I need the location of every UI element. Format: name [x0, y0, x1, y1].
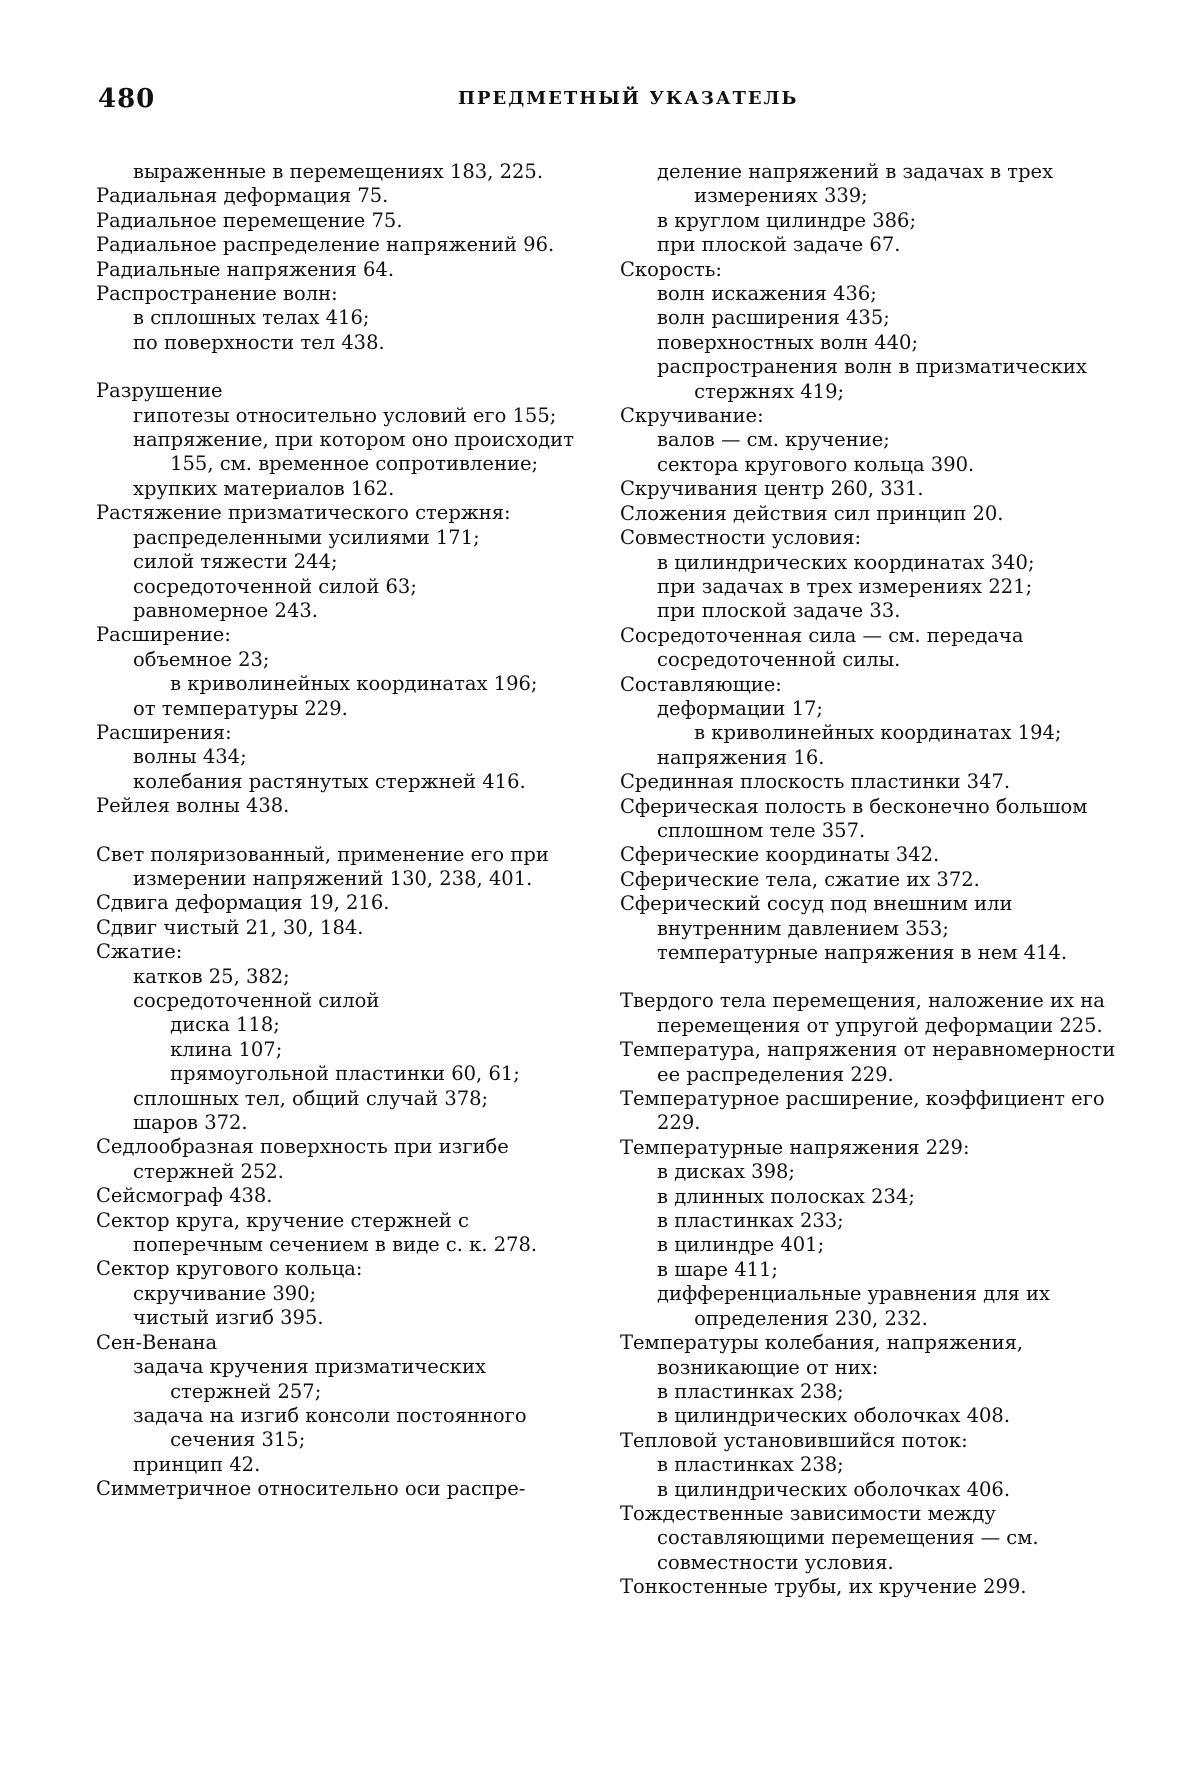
index-entry: Совместности условия:	[620, 526, 862, 550]
index-subentry: напряжение, при котором оно происходит 155, см. временное сопротивление;	[133, 428, 574, 476]
index-entry: Сдвиг чистый 21, 30, 184.	[96, 915, 364, 939]
index-subentry: равномерное 243.	[133, 598, 318, 622]
index-entry: Разрушение	[96, 379, 223, 403]
index-subentry: задача кручения призматических стержней 257;	[133, 1355, 486, 1403]
index-subentry: от температуры 229.	[133, 696, 348, 720]
index-subentry: хрупких материалов 162.	[133, 476, 395, 500]
index-entry: Расширения:	[96, 720, 232, 744]
index-subentry: сектора кругового кольца 390.	[657, 452, 975, 476]
index-subentry: прямоугольной пластинки 60, 61;	[170, 1062, 520, 1086]
page-header	[98, 84, 1108, 124]
index-entry: Температуры колебания, напряжения, возникающие от них:	[620, 1331, 1024, 1379]
index-entry: Радиальное перемещение 75.	[96, 208, 403, 232]
running-title: ПРЕДМЕТНЫЙ УКАЗАТЕЛЬ	[458, 88, 799, 109]
index-entry: Сектор круга, кручение стержней с поперечным сечением в виде с. к. 278.	[96, 1208, 538, 1257]
index-entry: Сферическая полость в бесконечно большом сплошном теле 357.	[620, 794, 1088, 842]
index-subentry: сосредоточенной силой 63;	[133, 574, 417, 598]
entry-gap	[620, 965, 1120, 989]
index-subentry: задача на изгиб консоли постоянного сечения 315;	[133, 1403, 527, 1452]
index-entry: Сложения действия сил принцип 20.	[620, 501, 1004, 525]
index-subentry: шаров 372.	[133, 1111, 248, 1135]
index-subentry: объемное 23;	[133, 647, 270, 671]
index-entry: Скручивание:	[620, 404, 764, 428]
index-entry: Радиальное распределение напряжений 96.	[96, 233, 555, 257]
index-subentry: катков 25, 382;	[133, 964, 290, 988]
index-entry: Тождественные зависимости между составляющими перемещения — см. совместности условия.	[620, 1501, 1039, 1574]
index-entry: Свет поляризованный, применение его при измерении напряжений 130, 238, 401.	[96, 842, 549, 890]
index-subentry: в цилиндре 401;	[657, 1233, 825, 1257]
index-subentry: в криволинейных координатах 196;	[170, 672, 538, 696]
index-subentry: волны 434;	[133, 745, 247, 769]
index-entry: Температурное расширение, коэффициент его 229.	[620, 1087, 1105, 1135]
index-subentry: клина 107;	[170, 1037, 283, 1061]
index-subentry: в пластинках 238;	[657, 1453, 844, 1477]
index-entry: Сектор кругового кольца:	[96, 1257, 363, 1281]
index-subentry: валов — см. кручение;	[657, 428, 890, 452]
index-subentry: колебания растянутых стержней 416.	[133, 769, 526, 793]
index-entry: Распространение волн:	[96, 282, 338, 306]
index-subentry: в пластинках 233;	[657, 1209, 844, 1233]
index-entry: Тепловой установившийся поток:	[620, 1428, 968, 1452]
index-subentry: распространения волн в призматических стержнях 419;	[657, 355, 1087, 403]
index-subentry: диска 118;	[170, 1013, 280, 1037]
index-subentry: волн расширения 435;	[657, 306, 890, 330]
index-entry: Скручивания центр 260, 331.	[620, 477, 924, 501]
index-subentry: дифференциальные уравнения для их определения 230, 232.	[657, 1282, 1051, 1330]
index-subentry: сосредоточенной силой	[133, 989, 380, 1012]
index-column-right	[620, 160, 1120, 1600]
index-entry: Сен-Венана	[96, 1330, 218, 1354]
index-subentry: в пластинках 238;	[657, 1379, 844, 1403]
index-subentry: в криволинейных координатах 194;	[694, 721, 1062, 745]
index-subentry: в сплошных телах 416;	[133, 306, 370, 330]
index-subentry: принцип 42.	[133, 1452, 261, 1476]
entry-gap	[96, 355, 586, 379]
index-entry: Сейсмограф 438.	[96, 1184, 273, 1208]
index-subentry: температурные напряжения в нем 414.	[657, 941, 1068, 964]
index-subentry: поверхностных волн 440;	[657, 330, 919, 354]
index-subentry: волн искажения 436;	[657, 282, 877, 306]
index-subentry: в цилиндрических оболочках 408.	[657, 1404, 1011, 1428]
index-subentry: напряжения 16.	[657, 745, 825, 769]
index-entry: Скорость:	[620, 257, 722, 281]
index-entry: Сосредоточенная сила — см. передача сосредоточенной силы.	[620, 623, 1024, 672]
index-entry: Симметричное относительно оси распре-	[96, 1477, 526, 1501]
index-subentry: при задачах в трех измерениях 221;	[657, 574, 1033, 598]
index-entry: Сферические координаты 342.	[620, 843, 940, 867]
index-column-left	[96, 160, 586, 1502]
index-entry: Температурные напряжения 229:	[620, 1135, 970, 1159]
index-entry: Срединная плоскость пластинки 347.	[620, 770, 1011, 794]
index-entry: Тонкостенные трубы, их кручение 299.	[620, 1575, 1027, 1599]
index-subentry: выраженные в перемещениях 183, 225.	[133, 160, 544, 183]
index-entry: Радиальные напряжения 64.	[96, 257, 395, 281]
index-entry: Температура, напряжения от неравномерности ее распределения 229.	[620, 1038, 1116, 1086]
index-subentry: по поверхности тел 438.	[133, 330, 385, 354]
index-subentry: при плоской задаче 33.	[657, 599, 901, 623]
index-entry: Седлообразная поверхность при изгибе стержней 252.	[96, 1135, 509, 1183]
index-subentry: в дисках 398;	[657, 1160, 795, 1184]
index-subentry: сплошных тел, общий случай 378;	[133, 1086, 489, 1110]
index-subentry: при плоской задаче 67.	[657, 233, 901, 257]
index-entry: Твердого тела перемещения, наложение их на перемещения от упругой деформации 225.	[620, 989, 1105, 1037]
index-subentry: гипотезы относительно условий его 155;	[133, 403, 557, 427]
index-entry: Радиальная деформация 75.	[96, 184, 389, 208]
index-subentry: в шаре 411;	[657, 1257, 778, 1281]
page-number: 480	[98, 84, 156, 114]
index-subentry: в цилиндрических оболочках 406.	[657, 1477, 1011, 1501]
index-entry: Сжатие:	[96, 940, 183, 964]
index-entry: Сферический сосуд под внешним или внутренним давлением 353;	[620, 892, 1013, 940]
index-subentry: в цилиндрических координатах 340;	[657, 550, 1035, 574]
index-entry: Рейлея волны 438.	[96, 794, 290, 818]
index-subentry: в круглом цилиндре 386;	[657, 208, 917, 232]
index-subentry: деление напряжений в задачах в трех измерениях 339;	[657, 160, 1054, 208]
index-subentry: чистый изгиб 395.	[133, 1306, 324, 1330]
index-subentry: деформации 17;	[657, 696, 823, 720]
index-entry: Составляющие:	[620, 672, 782, 696]
index-entry: Сферические тела, сжатие их 372.	[620, 867, 980, 891]
index-subentry: распределенными усилиями 171;	[133, 525, 480, 549]
entry-gap	[96, 819, 586, 843]
index-subentry: в длинных полосках 234;	[657, 1184, 915, 1208]
index-entry: Сдвига деформация 19, 216.	[96, 891, 390, 915]
index-subentry: силой тяжести 244;	[133, 550, 338, 574]
index-entry: Растяжение призматического стержня:	[96, 501, 511, 525]
index-entry: Расширение:	[96, 623, 231, 647]
index-subentry: скручивание 390;	[133, 1281, 317, 1305]
